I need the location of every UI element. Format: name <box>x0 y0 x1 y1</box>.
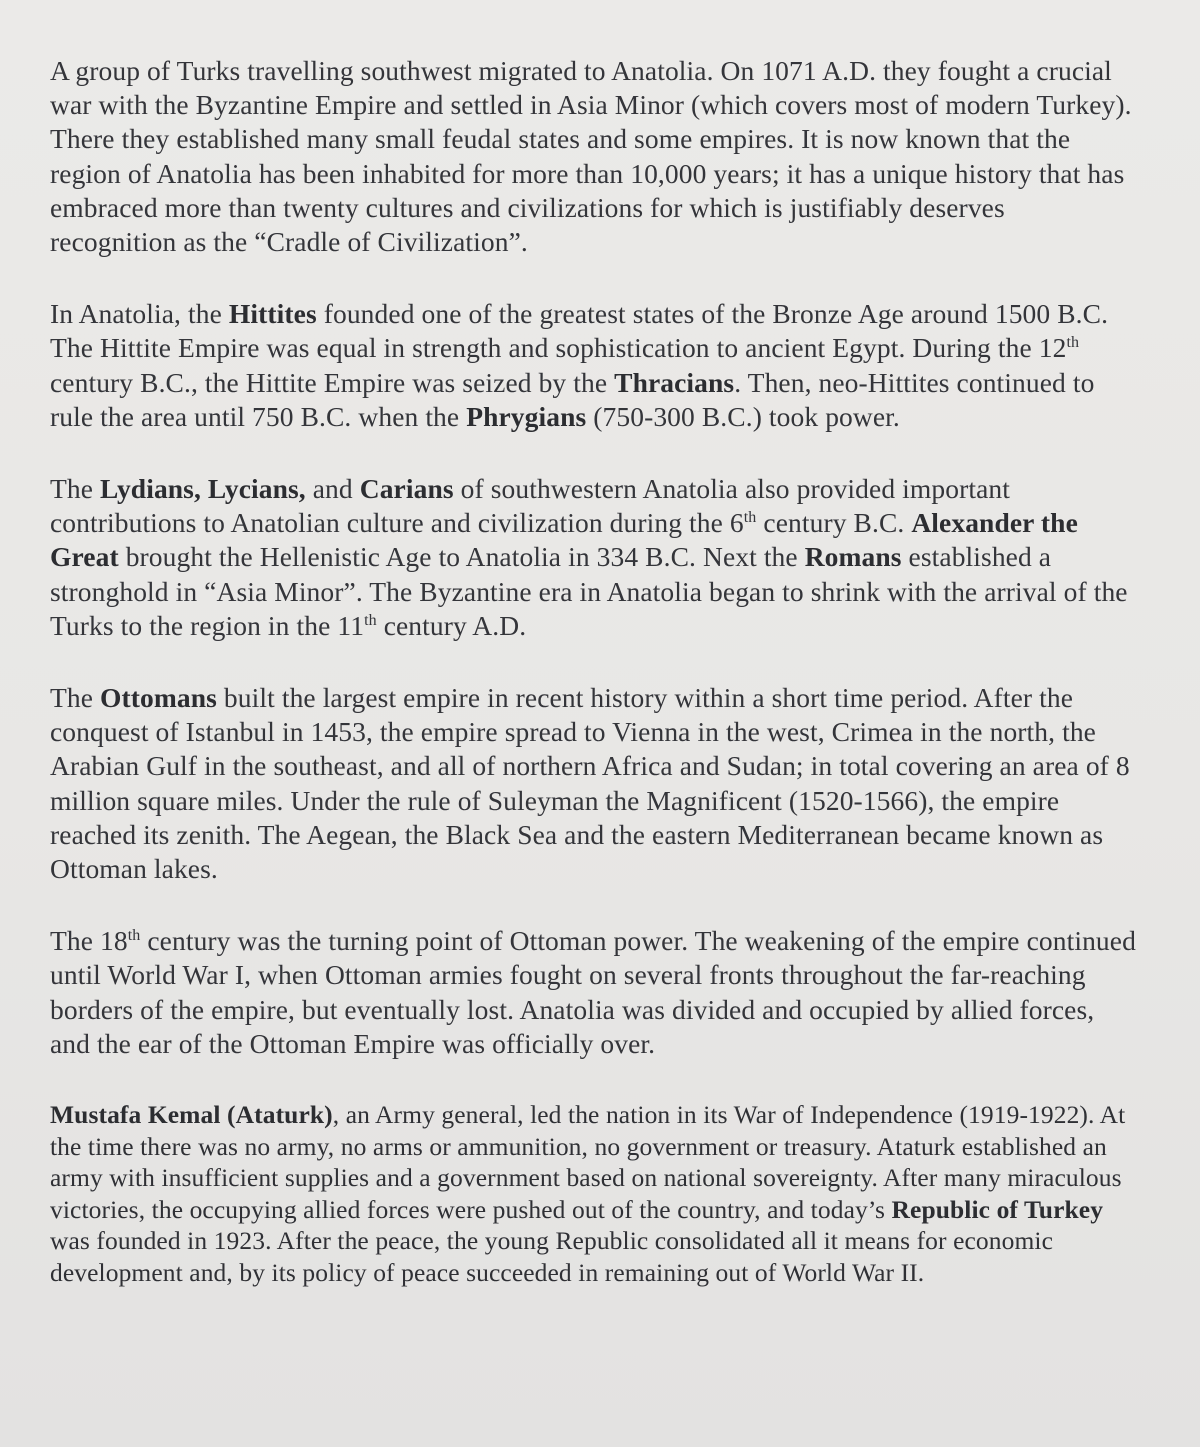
text-segment: , an Army general, led the nation in its War of Independence (1919-1922). At the time there was no army, no arms or ammunition, no government or treasury. Ataturk established an army with insufficient supplies and a government based on national sovereignty. After many miraculous victories, the occupying allied forces were pushed out of the country, and today’s <box>50 1100 1126 1224</box>
bold-term: Ottomans <box>100 682 217 714</box>
bold-term: Thracians <box>614 366 735 398</box>
text-segment: The 18 <box>50 925 128 957</box>
text-segment: and <box>305 473 360 505</box>
bold-term: Republic of Turkey <box>891 1194 1104 1224</box>
text-segment: century B.C., the Hittite Empire was seized by the <box>50 366 615 398</box>
bold-term: Romans <box>804 541 902 573</box>
bold-term: Phrygians <box>466 400 587 432</box>
paragraph-lydians <box>50 472 1136 643</box>
text-segment: century was the turning point of Ottoman power. The weakening of the empire continued until World War I, when Ottoman armies fought on several fronts throughout the far-reaching borders of the empire, but eventually lost. Anatolia was divided and occupied by allied forces, and the ear of the Ottoman Empire was officially over. <box>50 925 1136 1059</box>
bold-term: Alexander the Great <box>50 507 1078 573</box>
ordinal-suffix: th <box>743 509 757 527</box>
text-segment: brought the Hellenistic Age to Anatolia in 334 B.C. Next the <box>118 541 805 573</box>
paragraph-ataturk <box>50 1099 1136 1289</box>
text-segment: century B.C. <box>756 507 912 539</box>
text-segment: A group of Turks travelling southwest migrated to Anatolia. On 1071 A.D. they fought a crucial war with the Byzantine Empire and settled in Asia Minor (which covers most of modern Turkey). There they established many small feudal states and some empires. It is now known that the region of Anatolia has been inhabited for more than 10,000 years; it has a unique history that has embraced more than twenty cultures and civilizations for which is justifiably deserves recognition as the “Cradle of Civilization”. <box>50 55 1132 258</box>
text-segment: The <box>50 682 101 714</box>
text-segment: founded one of the greatest states of the Bronze Age around 1500 B.C. The Hittite Empire was equal in strength and sophistication to ancient Egypt. During the 12 <box>50 298 1109 364</box>
text-segment: established a stronghold in “Asia Minor”. The Byzantine era in Anatolia began to shrink with the arrival of the Turks to the region in the 11 <box>50 541 1128 641</box>
paragraph-decline <box>50 924 1136 1061</box>
ordinal-suffix: th <box>1066 334 1080 352</box>
text-segment: built the largest empire in recent history within a short time period. After the conquest of Istanbul in 1453, the empire spread to Vienna in the west, Crimea in the north, the Arabian Gulf in the southeast, and all of northern Africa and Sudan; in total covering an area of 8 million square miles. Under the rule of Suleyman the Magnificent (1520-1566), the empire reached its zenith. The Aegean, the Black Sea and the eastern Mediterranean became known as Ottoman lakes. <box>50 682 1130 885</box>
text-segment: . Then, neo-Hittites continued to rule the area until 750 B.C. when the <box>50 366 1095 432</box>
paragraph-turks <box>50 54 1136 259</box>
text-segment: (750-300 B.C.) took power. <box>586 400 900 432</box>
bold-term: Mustafa Kemal (Ataturk) <box>50 1100 333 1130</box>
text-segment: century A.D. <box>376 609 527 641</box>
text-segment: of southwestern Anatolia also provided important contributions to Anatolian culture and civilization during the 6 <box>50 473 1010 539</box>
paragraph-ottomans <box>50 681 1136 886</box>
text-segment: In Anatolia, the <box>50 298 229 330</box>
bold-term: Lydians, Lycians, <box>100 473 306 505</box>
text-segment: was founded in 1923. After the peace, the young Republic consolidated all it means for economic development and, by its policy of peace succeeded in remaining out of World War II. <box>50 1226 1054 1288</box>
ordinal-suffix: th <box>364 611 377 629</box>
bold-term: Carians <box>359 473 454 505</box>
ordinal-suffix: th <box>127 927 141 945</box>
text-segment: The <box>50 473 101 505</box>
bold-term: Hittites <box>228 298 317 330</box>
paragraph-hittites <box>50 297 1136 434</box>
